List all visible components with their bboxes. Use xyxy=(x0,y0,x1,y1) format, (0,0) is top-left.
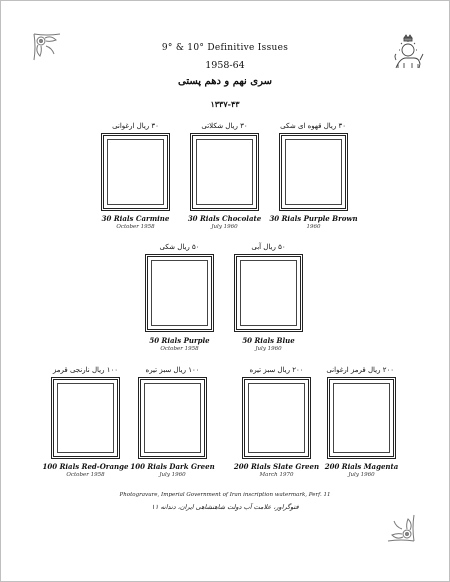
stamp-name: 100 Rials Dark Green xyxy=(130,462,215,471)
stamp-slot xyxy=(147,243,212,358)
stamp-label-farsi: ۲۰۰ ریال قرمز ارغوانی xyxy=(326,366,394,374)
stamp-mount-box xyxy=(103,135,168,209)
stamp-label-farsi: ۳۰ ریال ارغوانی xyxy=(112,122,159,130)
stamp-slot xyxy=(42,366,129,481)
page-years: 1958-64 xyxy=(205,60,245,71)
stamp-slot xyxy=(103,122,168,232)
stamp-name: 200 Rials Slate Green xyxy=(233,462,320,471)
stamp-date: July 1960 xyxy=(159,472,186,478)
stamp-slot xyxy=(130,366,215,481)
stamp-date: March 1970 xyxy=(259,472,294,478)
stamp-name: 30 Rials Chocolate xyxy=(187,214,262,223)
stamp-date: October 1958 xyxy=(66,472,105,478)
stamp-name: 30 Rials Purple Brown xyxy=(269,214,358,223)
printing-note: Photogravure, Imperial Government of Iran inscription watermark, Perf. 11 xyxy=(119,492,331,498)
stamp-date: October 1958 xyxy=(116,224,155,230)
stamp-date: 1960 xyxy=(306,224,321,230)
stamp-name: 50 Rials Blue xyxy=(242,336,295,345)
stamp-mount-box xyxy=(236,256,301,330)
stamp-mount-box xyxy=(147,256,212,330)
stamp-label-farsi: ۵۰ ریال آبی xyxy=(251,243,286,251)
stamp-mount-box xyxy=(140,379,205,457)
stamp-label-farsi: ۳۰ ریال قهوه ای شکی xyxy=(280,122,346,130)
page-title: 9° & 10° Definitive Issues xyxy=(161,43,289,53)
stamp-mount-box xyxy=(329,379,394,457)
stamp-slot xyxy=(233,366,320,481)
stamp-slot xyxy=(236,243,301,358)
stamp-date: July 1960 xyxy=(211,224,238,230)
stamp-label-farsi: ۳۰ ریال شکلاتی xyxy=(201,122,248,130)
bottom-right-floral-ornament-icon xyxy=(386,513,416,543)
stamp-label-farsi: ۱۰۰ ریال سبز تیره xyxy=(145,366,200,374)
stamp-mount-box xyxy=(53,379,118,457)
stamp-name: 200 Rials Magenta xyxy=(324,462,399,471)
stamp-date: July 1960 xyxy=(348,472,375,478)
stamp-name: 50 Rials Purple xyxy=(149,336,210,345)
printing-note-farsi: فتوگراور، علامت آب دولت شاهنشاهی ایران، دندانه ۱۱ xyxy=(151,503,299,511)
page-years-farsi: ۱۳۳۷-۴۳ xyxy=(210,99,240,109)
stamp-mount-box xyxy=(244,379,309,457)
stamp-date: July 1960 xyxy=(255,346,282,352)
stamp-slot xyxy=(187,122,262,232)
stamp-name: 100 Rials Red-Orange xyxy=(42,462,129,471)
stamp-label-farsi: ۵۰ ریال شکی xyxy=(159,243,200,251)
page-title-farsi: سری نهم و دهم پستی xyxy=(178,76,272,87)
stamp-mount-box xyxy=(192,135,257,209)
stamp-mount-box xyxy=(281,135,346,209)
stamp-slot xyxy=(269,122,358,232)
stamp-label-farsi: ۲۰۰ ریال سبز تیره xyxy=(249,366,304,374)
stamp-label-farsi: ۱۰۰ ریال نارنجی قرمز xyxy=(52,366,118,374)
stamp-name: 30 Rials Carmine xyxy=(101,214,170,223)
stamp-date: October 1958 xyxy=(160,346,199,352)
stamp-slot xyxy=(324,366,399,481)
